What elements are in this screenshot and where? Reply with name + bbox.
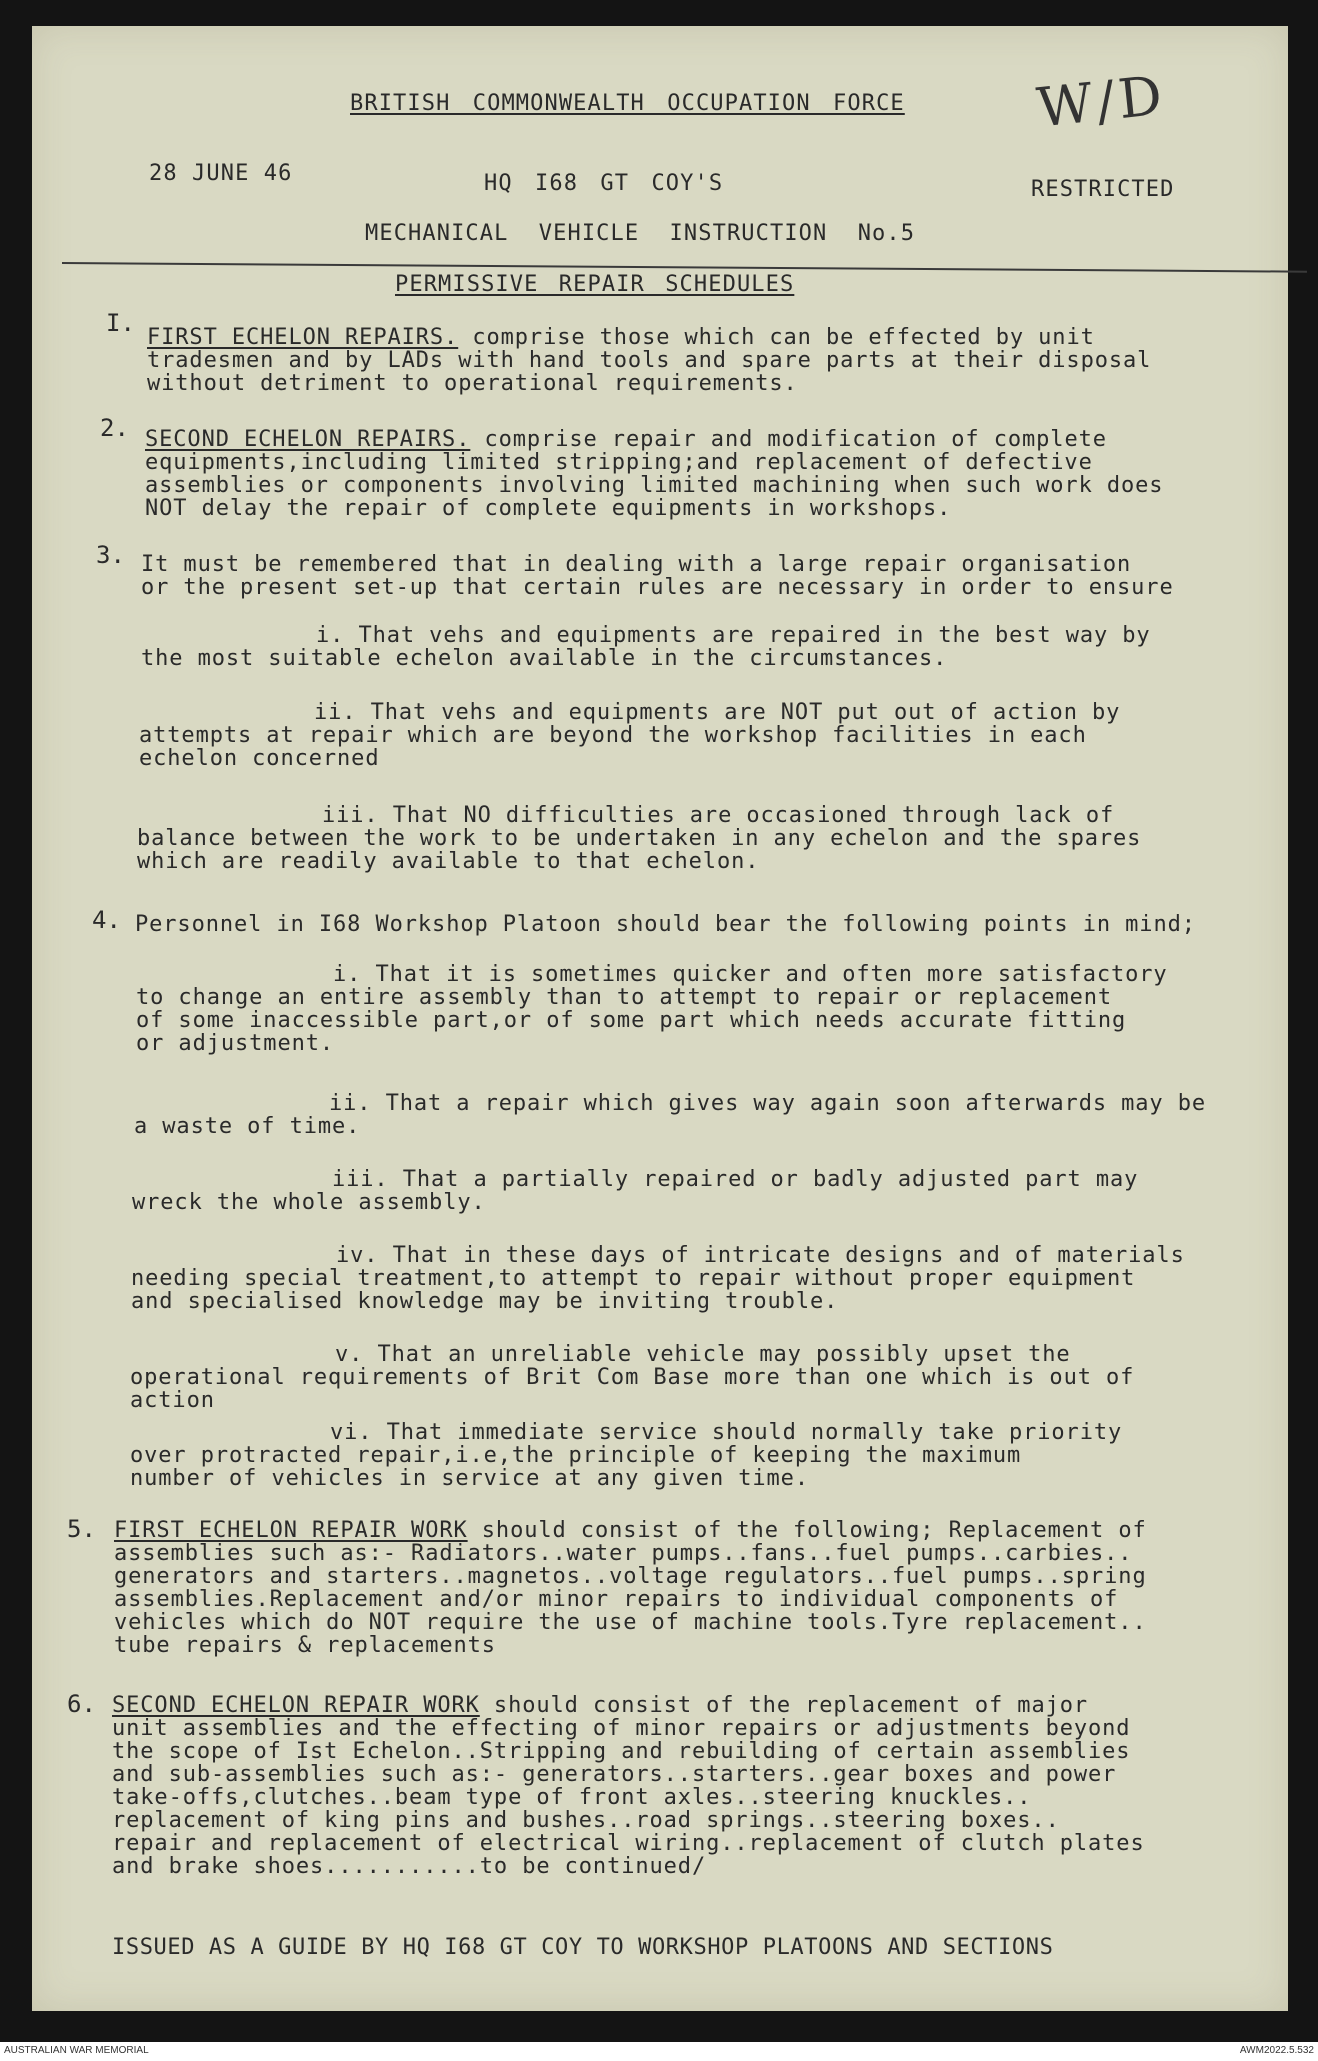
section-6-body: should consist of the replacement of major unit assemblies and the effecting of minor repairs or adjustments beyond the scope of Ist Echelon..Stripping and rebuilding of certain assemblies and sub-assemblies such as:- generators..starters..gear boxes and power take-offs,clutches..beam type of front axles..steering knuckles.. replacement of king pins and bushes..road springs..steering boxes.. repair and replacement of electrical wiring..replacement of clutch plates and brake shoes...........to be continued/ bbox=[112, 1693, 1145, 1879]
point-label: iii. bbox=[332, 1167, 389, 1192]
section-4-point-i: i. That it is sometimes quicker and often more satisfactory to change an entire assembly than to attempt to repair or replacement of some inaccessible part,or of some part which needs accurate fitting or adjustment. bbox=[136, 962, 1168, 1056]
section-1-text bbox=[147, 326, 1151, 395]
section-5-body: should consist of the following; Replacement of assemblies such as:- Radiators..water pumps..fans..fuel pumps..carbies.. generators and starters..magnetos..voltage regulators..fuel pumps..spring assemblies.Replacement and/or minor repairs to individual components of vehicles which do NOT require the use of machine tools.Tyre replacement.. tube repairs & replacements bbox=[114, 1518, 1147, 1658]
section-3-point-ii: ii. That vehs and equipments are NOT put out of action by attempts at repair which are beyond the workshop facilities in each echelon concerned bbox=[139, 700, 1121, 771]
section-4-point-vi: vi. That immediate service should normally take priority over protracted repair,i.e,the principle of keeping the maximum number of vehicles in service at any given time. bbox=[130, 1420, 1123, 1491]
section-6-heading: SECOND ECHELON REPAIR WORK bbox=[112, 1693, 480, 1718]
footer-right: AWM2022.5.532 bbox=[1239, 2045, 1314, 2056]
section-5-text bbox=[114, 1519, 1147, 1657]
section-2-heading: SECOND ECHELON REPAIRS. bbox=[145, 427, 471, 452]
footer-left: AUSTRALIAN WAR MEMORIAL bbox=[4, 2045, 149, 2056]
point-label: i. bbox=[333, 962, 362, 987]
point-label: i. bbox=[316, 623, 345, 648]
section-5-heading: FIRST ECHELON REPAIR WORK bbox=[114, 1518, 468, 1543]
section-1-heading: FIRST ECHELON REPAIRS. bbox=[147, 325, 459, 350]
section-3-point-iii: iii. That NO difficulties are occasioned through lack of balance between the work to be undertaken in any echelon and the spares which are readily available to that echelon. bbox=[137, 803, 1142, 874]
instruction-title: MECHANICAL VEHICLE INSTRUCTION No.5 bbox=[365, 221, 916, 246]
section-3-number: 3. bbox=[96, 541, 125, 569]
force-title: BRITISH COMMONWEALTH OCCUPATION FORCE bbox=[350, 91, 905, 116]
point-label: ii. bbox=[329, 1091, 372, 1116]
section-2-body: comprise repair and modification of complete equipments,including limited stripping;and replacement of defective assemblies or components involving limited machining when such work does NOT delay the repair of complete equipments in workshops. bbox=[145, 427, 1164, 521]
section-4-point-ii: ii. That a repair which gives way again soon afterwards may be a waste of time. bbox=[134, 1091, 1206, 1139]
document-date: 28 JUNE 46 bbox=[149, 161, 293, 186]
closing-line: ISSUED AS A GUIDE BY HQ I68 GT COY TO WORKSHOP PLATOONS AND SECTIONS bbox=[112, 1935, 1054, 1960]
section-2-text bbox=[145, 428, 1163, 520]
handwritten-mark: W/D bbox=[1034, 63, 1169, 140]
classification: RESTRICTED bbox=[1031, 177, 1175, 202]
section-2-number: 2. bbox=[100, 414, 129, 442]
point-label: vi. bbox=[330, 1420, 373, 1445]
archive-footer bbox=[0, 2042, 1318, 2061]
document-page bbox=[32, 26, 1288, 2011]
point-label: ii. bbox=[314, 700, 357, 725]
section-4-point-v: v. That an unreliable vehicle may possibly upset the operational requirements of Brit Com Base more than one which is out of action bbox=[130, 1342, 1135, 1413]
section-4-text: Personnel in I68 Workshop Platoon should bear the following points in mind; bbox=[135, 912, 1196, 937]
subject-title: PERMISSIVE REPAIR SCHEDULES bbox=[395, 272, 795, 297]
section-4-point-iii: iii. That a partially repaired or badly adjusted part may wreck the whole assembly. bbox=[132, 1167, 1139, 1215]
section-1-number: I. bbox=[106, 309, 135, 337]
section-1-body: comprise those which can be effected by unit tradesmen and by LADs with hand tools and spare parts at their disposal without detriment to operational requirements. bbox=[147, 325, 1152, 396]
point-label: iv. bbox=[336, 1243, 379, 1268]
section-4-point-iv: iv. That in these days of intricate designs and of materials needing special treatment,to attempt to repair without proper equipment and specialised knowledge may be inviting trouble. bbox=[131, 1243, 1185, 1314]
point-label: v. bbox=[335, 1342, 364, 1367]
section-5-number: 5. bbox=[67, 1515, 96, 1543]
section-6-text bbox=[112, 1694, 1145, 1878]
hq-reference: HQ I68 GT COY'S bbox=[484, 171, 724, 196]
section-6-number: 6. bbox=[67, 1690, 96, 1718]
section-4-number: 4. bbox=[92, 906, 121, 934]
point-label: iii. bbox=[322, 803, 379, 828]
section-3-text: It must be remembered that in dealing with a large repair organisation or the present set-up that certain rules are necessary in order to ensure bbox=[141, 552, 1174, 600]
section-3-point-i: i. That vehs and equipments are repaired in the best way by the most suitable echelon available in the circumstances. bbox=[141, 623, 1151, 671]
